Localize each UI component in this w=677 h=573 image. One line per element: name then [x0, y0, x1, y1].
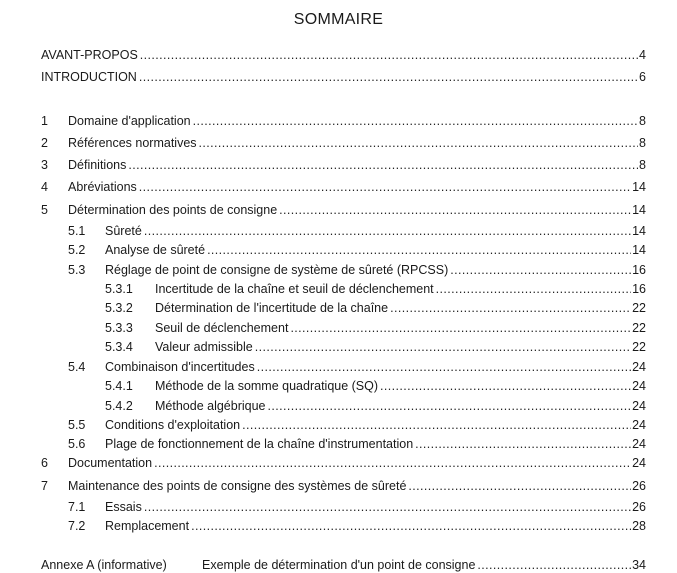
toc-entry-title: Remplacement: [105, 519, 190, 533]
toc-leader-dots: [255, 339, 631, 355]
toc-leader-dots: [140, 47, 638, 63]
toc-entry-title: Incertitude de la chaîne et seuil de déclenchement: [155, 282, 434, 296]
toc-leader-dots: [128, 157, 638, 173]
toc-leader-dots: [199, 135, 639, 151]
toc-entry[interactable]: [68, 240, 646, 258]
toc-entry[interactable]: [68, 434, 646, 452]
toc-leader-dots: [450, 262, 631, 278]
toc-entry-number: 5.4.2: [105, 399, 133, 413]
toc-entry-page: 24: [632, 418, 646, 432]
toc-entry-number: 5.4.1: [105, 379, 133, 393]
toc-entry-number: 5.5: [68, 418, 86, 432]
toc-leader-dots: [290, 320, 631, 336]
toc-entry-title: Documentation: [68, 456, 153, 470]
toc-entry-title: INTRODUCTION: [41, 70, 137, 84]
toc-entry-number: 7.1: [68, 500, 86, 514]
toc-entry[interactable]: [105, 376, 646, 394]
toc-entry-page: 8: [639, 136, 646, 150]
toc-leader-dots: [191, 518, 631, 534]
toc-entry-number: 7.2: [68, 519, 86, 533]
toc-entry-number: 5.1: [68, 224, 86, 238]
toc-leader-dots: [477, 557, 631, 573]
toc-entry[interactable]: [68, 497, 646, 515]
toc-entry-number: 7: [41, 479, 48, 493]
toc-entry-number: 5.4: [68, 360, 86, 374]
toc-entry[interactable]: [68, 260, 646, 278]
toc-entry-page: 8: [639, 114, 646, 128]
toc-entry[interactable]: [41, 133, 646, 151]
toc-entry-number: 1: [41, 114, 48, 128]
toc-entry-page: 4: [639, 48, 646, 62]
toc-leader-dots: [436, 281, 631, 297]
toc-entry-title: Méthode de la somme quadratique (SQ): [155, 379, 379, 393]
toc-entry-page: 26: [632, 479, 646, 493]
toc-entry[interactable]: [105, 279, 646, 297]
toc-leader-dots: [257, 359, 631, 375]
toc-entry[interactable]: [41, 67, 646, 85]
toc-entry-page: 8: [639, 158, 646, 172]
toc-leader-dots: [390, 300, 631, 316]
toc-entry-title: Seuil de déclenchement: [155, 321, 289, 335]
toc-entry-page: 24: [632, 399, 646, 413]
toc-entry-number: 5.3.4: [105, 340, 133, 354]
toc-entry[interactable]: [41, 453, 646, 471]
toc-entry-page: 24: [632, 379, 646, 393]
toc-entry[interactable]: [68, 516, 646, 534]
toc-entry-number: 5.3.3: [105, 321, 133, 335]
toc-entry-title: Essais: [105, 500, 142, 514]
toc-entry-page: 24: [632, 437, 646, 451]
toc-leader-dots: [242, 417, 631, 433]
toc-leader-dots: [279, 202, 631, 218]
toc-entry-page: 14: [632, 203, 646, 217]
toc-entry[interactable]: [41, 111, 646, 129]
toc-entry-title: Conditions d'exploitation: [105, 418, 241, 432]
toc-entry-title: Abréviations: [68, 180, 137, 194]
toc-entry-title: Combinaison d'incertitudes: [105, 360, 255, 374]
toc-entry[interactable]: [105, 318, 646, 336]
toc-entry-title: Définitions: [68, 158, 127, 172]
toc-entry-page: 34: [632, 558, 646, 572]
toc-entry-title: Valeur admissible: [155, 340, 253, 354]
toc-entry-title: Domaine d'application: [68, 114, 191, 128]
toc-entry[interactable]: [105, 396, 646, 414]
toc-entry-title: AVANT-PROPOS: [41, 48, 138, 62]
toc-entry-page: 24: [632, 456, 646, 470]
toc-entry[interactable]: [41, 200, 646, 218]
toc-entry[interactable]: [41, 177, 646, 195]
toc-entry-number: 5.3: [68, 263, 86, 277]
toc-entry-page: 22: [632, 340, 646, 354]
toc-entry-number: 5.3.2: [105, 301, 133, 315]
toc-entry-page: 6: [639, 70, 646, 84]
toc-entry-number: Annexe A (informative): [41, 558, 167, 572]
toc-entry[interactable]: [68, 415, 646, 433]
toc-entry-title: Détermination des points de consigne: [68, 203, 278, 217]
toc-leader-dots: [380, 378, 631, 394]
toc-entry[interactable]: [41, 45, 646, 63]
page-title: SOMMAIRE: [293, 11, 384, 28]
toc-entry-number: 4: [41, 180, 48, 194]
toc-entry[interactable]: [41, 476, 646, 494]
toc-entry[interactable]: [68, 221, 646, 239]
toc-entry[interactable]: [68, 357, 646, 375]
toc-leader-dots: [154, 455, 631, 471]
toc-entry-page: 28: [632, 519, 646, 533]
toc-leader-dots: [415, 436, 631, 452]
toc-entry-title: Maintenance des points de consigne des systèmes de sûreté: [68, 479, 407, 493]
toc-entry-title: Sûreté: [105, 224, 142, 238]
toc-entry-title: Plage de fonctionnement de la chaîne d'instrumentation: [105, 437, 414, 451]
toc-entry-page: 14: [632, 224, 646, 238]
toc-entry-number: 5.3.1: [105, 282, 133, 296]
toc-entry-page: 22: [632, 301, 646, 315]
toc-entry-page: 16: [632, 263, 646, 277]
toc-entry-number: 5.6: [68, 437, 86, 451]
toc-leader-dots: [207, 242, 631, 258]
toc-entry-number: 5: [41, 203, 48, 217]
toc-entry-number: 6: [41, 456, 48, 470]
toc-entry-title: Réglage de point de consigne de système de sûreté (RPCSS): [105, 263, 449, 277]
toc-leader-dots: [144, 499, 631, 515]
toc-entry-title: Exemple de détermination d'un point de consigne: [202, 558, 476, 572]
toc-entry-annex[interactable]: [41, 555, 646, 573]
toc-entry-page: 22: [632, 321, 646, 335]
toc-entry-title: Détermination de l'incertitude de la chaîne: [155, 301, 389, 315]
toc-leader-dots: [139, 179, 631, 195]
toc-entry-page: 14: [632, 243, 646, 257]
toc-entry-title: Références normatives: [68, 136, 197, 150]
toc-entry-page: 24: [632, 360, 646, 374]
toc-entry-number: 3: [41, 158, 48, 172]
toc-entry-number: 5.2: [68, 243, 86, 257]
toc-entry-title: Analyse de sûreté: [105, 243, 206, 257]
toc-leader-dots: [139, 69, 638, 85]
toc-entry-page: 16: [632, 282, 646, 296]
toc-entry-page: 14: [632, 180, 646, 194]
toc-entry-page: 26: [632, 500, 646, 514]
toc-entry-title: Méthode algébrique: [155, 399, 266, 413]
toc-leader-dots: [193, 113, 638, 129]
toc-entry[interactable]: [105, 337, 646, 355]
toc-entry-number: 2: [41, 136, 48, 150]
toc-leader-dots: [268, 398, 632, 414]
toc-leader-dots: [144, 223, 631, 239]
toc-entry[interactable]: [41, 155, 646, 173]
toc-leader-dots: [408, 478, 631, 494]
toc-entry[interactable]: [105, 298, 646, 316]
